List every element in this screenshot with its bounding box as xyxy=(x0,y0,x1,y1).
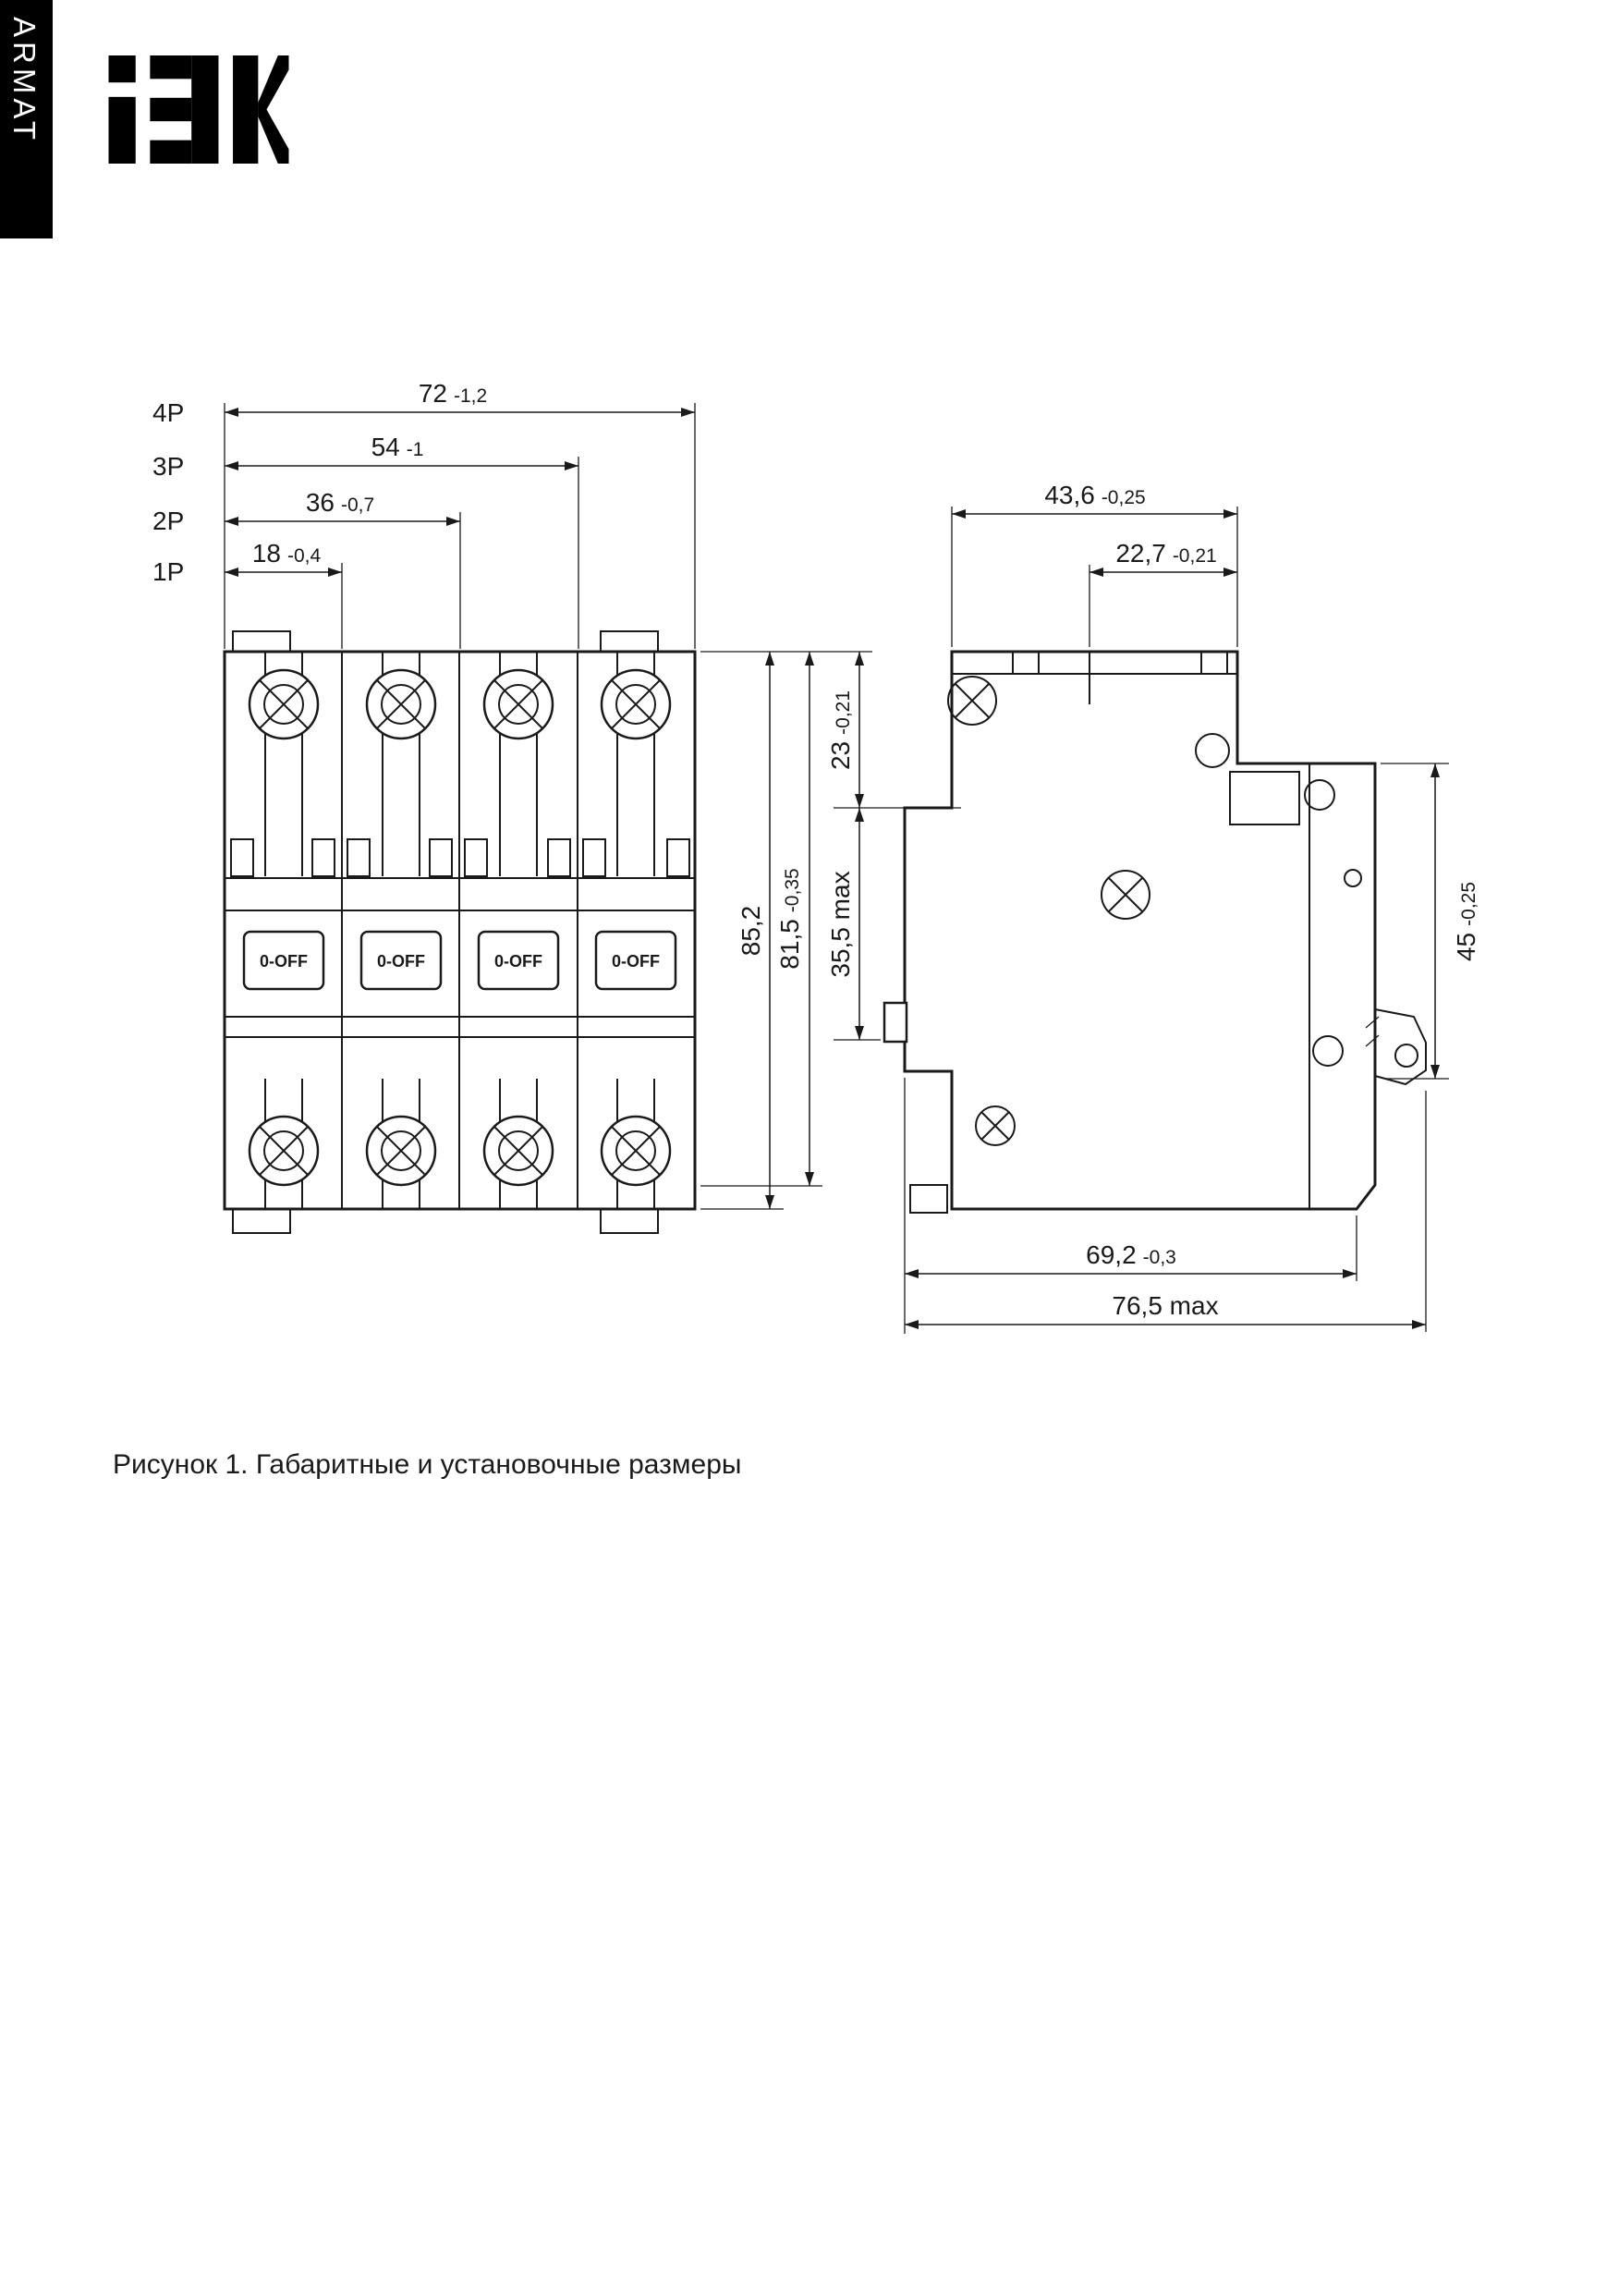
dim-width-2p-label: 36 -0,7 xyxy=(305,488,375,517)
pole-count-2p: 2P xyxy=(152,507,185,535)
armat-series-label: ARMAT xyxy=(7,17,42,145)
dim-overall-height-label: 85,2 xyxy=(736,905,765,957)
dim-mounting-depth-label: 69,2 -0,3 xyxy=(1086,1240,1176,1269)
front-top-tab xyxy=(601,631,658,652)
dim-width-3p-label: 54 -1 xyxy=(371,433,424,461)
pole-count-1p: 1P xyxy=(152,557,185,586)
side-view xyxy=(884,652,1426,1213)
front-mounting-foot xyxy=(601,1209,658,1233)
side-label-window xyxy=(1230,772,1299,824)
dim-max-depth-label: 76,5 max xyxy=(1112,1291,1219,1320)
toggle-label: 0-OFF xyxy=(494,952,542,971)
pole-count-4p: 4P xyxy=(152,398,185,427)
front-height-dims xyxy=(700,652,961,1209)
dim-top-to-face-label: 23-0,21 xyxy=(826,690,855,771)
figure-caption: Рисунок 1. Габаритные и установочные размеры xyxy=(113,1449,742,1480)
toggle-label: 0-OFF xyxy=(612,952,660,971)
front-top-tab xyxy=(233,631,290,652)
pole-count-3p: 3P xyxy=(152,452,185,481)
side-top-terminal-slot xyxy=(1201,652,1227,674)
side-rivet xyxy=(1313,1036,1343,1066)
dim-width-1p-label: 18 -0,4 xyxy=(251,539,322,568)
side-mounting-foot xyxy=(910,1185,947,1213)
front-view xyxy=(225,631,695,1233)
toggle-label: 0-OFF xyxy=(260,952,308,971)
side-toggle-lever xyxy=(884,1003,907,1042)
side-rivet xyxy=(1345,870,1361,886)
dim-din-recess-label: 45-0,25 xyxy=(1452,881,1480,962)
dim-width-4p-label: 72 -1,2 xyxy=(418,379,488,408)
side-dims xyxy=(905,481,1480,1334)
dim-overall-depth-label: 43,6 -0,25 xyxy=(1044,481,1146,509)
dim-mounting-height-label: 81,5-0,35 xyxy=(775,868,804,970)
dim-front-depth-label: 22,7 -0,21 xyxy=(1115,539,1217,568)
front-mounting-foot xyxy=(233,1209,290,1233)
dim-face-protrusion-label: 35,5 max xyxy=(826,871,855,978)
side-top-terminal-slot xyxy=(1013,652,1039,674)
front-width-dims xyxy=(152,379,695,649)
side-rivet xyxy=(1196,734,1229,767)
toggle-label: 0-OFF xyxy=(377,952,425,971)
